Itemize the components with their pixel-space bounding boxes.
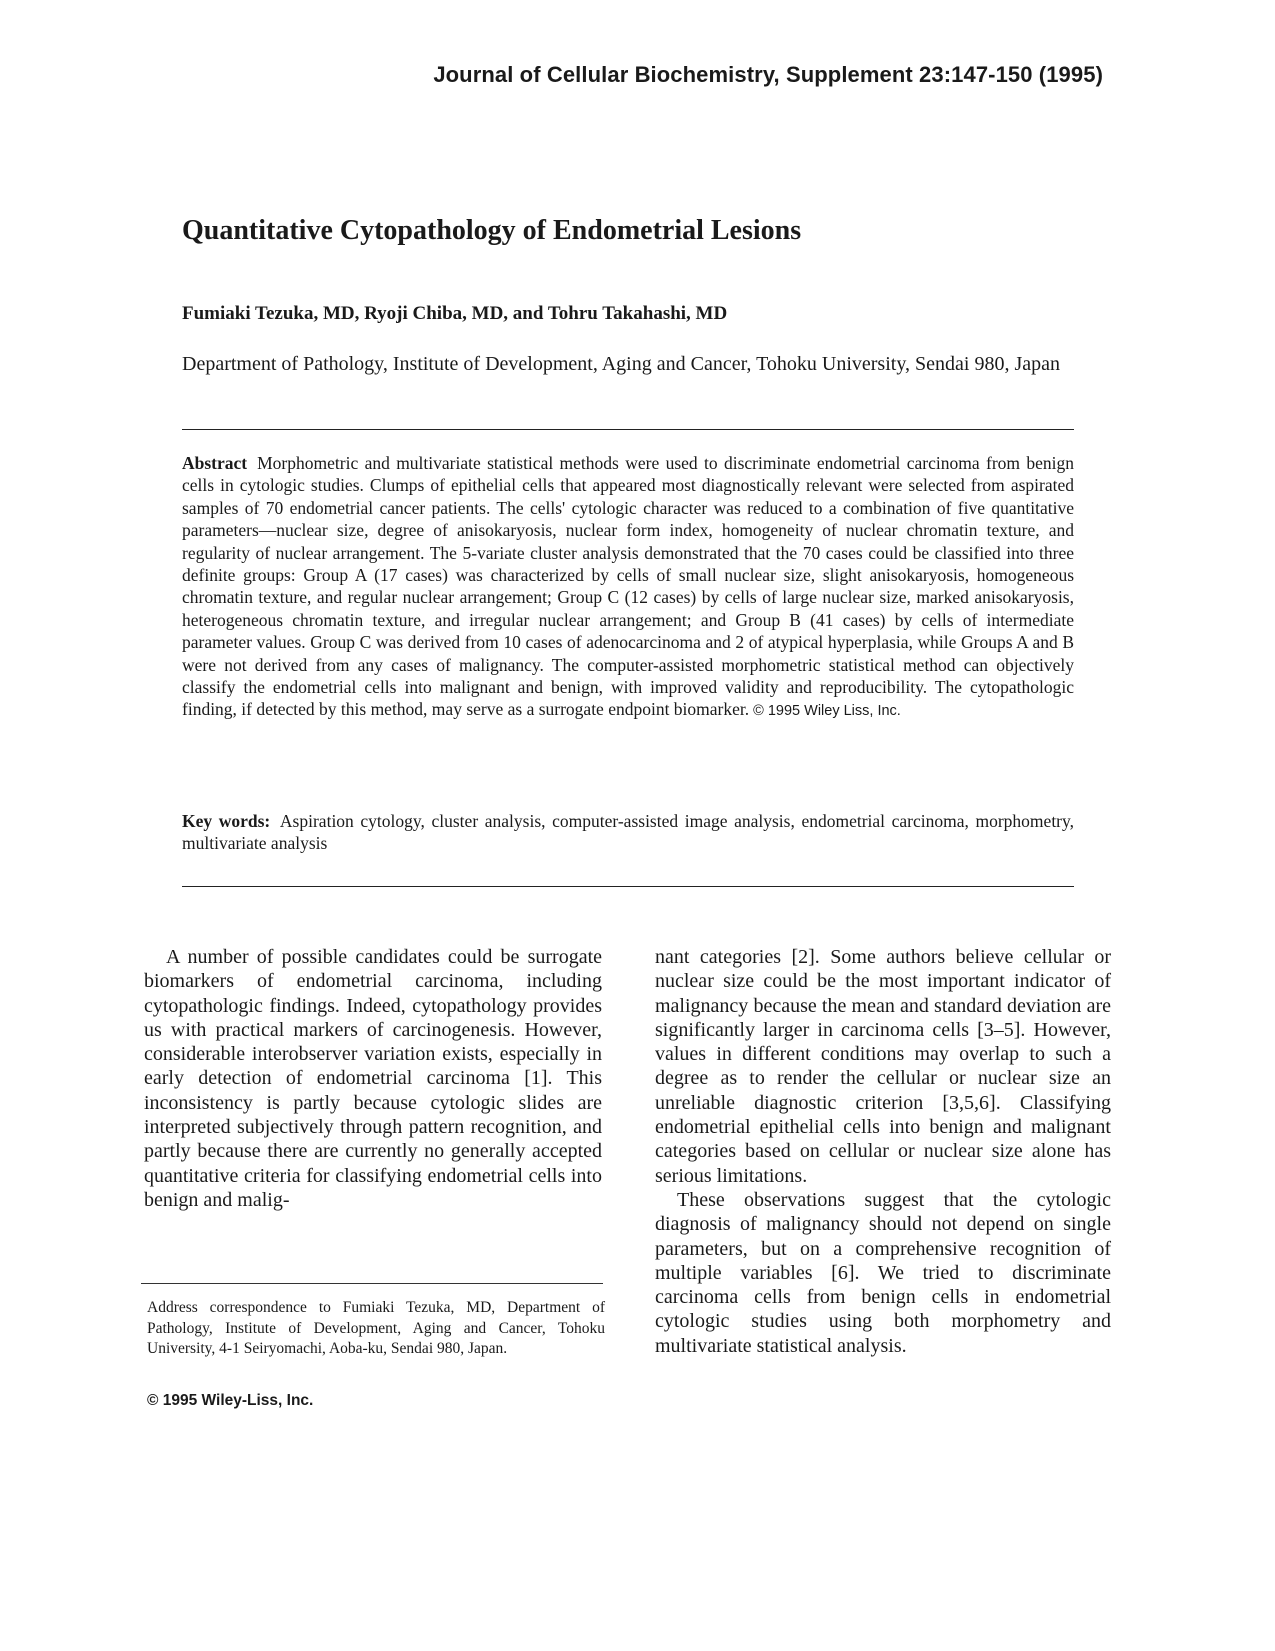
- abstract-bottom-rule: [182, 886, 1074, 887]
- body-right-column: [655, 945, 1111, 1358]
- body-paragraph: nant categories [2]. Some authors believe cellular or nuclear size could be the most important indicator of malignancy because the mean and standard deviation are significantly larger in carcinoma cells [3–5]. However, values in different conditions may overlap to such a degree as to render the cellular or nuclear size an unreliable diagnostic criterion [3,5,6]. Classifying endometrial epithelial cells into benign and malignant categories based on cellular or nuclear size alone has serious limitations.: [655, 946, 1111, 1187]
- abstract-top-rule: [182, 429, 1074, 430]
- abstract-block: [182, 452, 1074, 723]
- abstract-label: Abstract: [182, 453, 248, 473]
- correspondence-footnote: Address correspondence to Fumiaki Tezuka, MD, Department of Pathology, Institute of Development, Aging and Cancer, Tohoku University, 4-1 Seiryomachi, Aoba-ku, Sendai 980, Japan.: [147, 1299, 605, 1357]
- keywords-label: Key words:: [182, 811, 271, 831]
- journal-citation: Journal of Cellular Biochemistry, Supplement 23:147-150 (1995): [433, 62, 1103, 87]
- body-paragraph: A number of possible candidates could be surrogate biomarkers of endometrial carcinoma, including cytopathologic findings. Indeed, cytopathology provides us with practical markers of carcinogenesis. However, considerable interobserver variation exists, especially in early detection of endometrial carcinoma [1]. This inconsistency is partly because cytologic slides are interpreted subjectively through pattern recognition, and partly because there are currently no generally accepted quantitative criteria for classifying endometrial cells into benign and malig-: [144, 946, 602, 1211]
- abstract-text: Morphometric and multivariate statistical methods were used to discriminate endometrial carcinoma from benign cells in cytologic studies. Clumps of epithelial cells that appeared most diagnostically relevant were selected from aspirated samples of 70 endometrial cancer patients. The cells' cytologic character was reduced to a combination of five quantitative parameters—nuclear size, degree of anisokaryosis, nuclear form index, homogeneity of nuclear chromatin texture, and regularity of nuclear arrangement. The 5-variate cluster analysis demonstrated that the 70 cases could be classified into three definite groups: Group A (17 cases) was characterized by cells of small nuclear size, slight anisokaryosis, homogeneous chromatin texture, and regular nuclear arrangement; Group C (12 cases) by cells of large nuclear size, marked anisokaryosis, heterogeneous chromatin texture, and irregular nuclear arrangement; and Group B (41 cases) by cells of intermediate parameter values. Group C was derived from 10 cases of adenocarcinoma and 2 of atypical hyperplasia, while Groups A and B were not derived from any cases of malignancy. The computer-assisted morphometric statistical method can objectively classify the endometrial cells into malignant and benign, with improved validity and reproducibility. The cytopathologic finding, if detected by this method, may serve as a surrogate endpoint biomarker.: [182, 453, 1074, 720]
- author-affiliation: Department of Pathology, Institute of Development, Aging and Cancer, Tohoku University, Sendai 980, Japan: [182, 353, 1060, 375]
- body-paragraph: These observations suggest that the cytologic diagnosis of malignancy should not depend on single parameters, but on a comprehensive recognition of multiple variables [6]. We tried to discriminate carcinoma cells from benign cells in endometrial cytologic studies using both morphometry and multivariate statistical analysis.: [655, 1188, 1111, 1357]
- footnote-rule: [141, 1283, 603, 1284]
- keywords-block: [182, 810, 1074, 855]
- abstract-copyright: © 1995 Wiley Liss, Inc.: [753, 703, 901, 720]
- footnote-copyright: © 1995 Wiley-Liss, Inc.: [147, 1392, 314, 1409]
- keywords-text: Aspiration cytology, cluster analysis, computer-assisted image analysis, endometrial carcinoma, morphometry, multivariate analysis: [182, 811, 1074, 854]
- body-left-column: [144, 945, 602, 1212]
- article-title: Quantitative Cytopathology of Endometrial Lesions: [182, 215, 802, 246]
- author-list: Fumiaki Tezuka, MD, Ryoji Chiba, MD, and Tohru Takahashi, MD: [182, 303, 728, 324]
